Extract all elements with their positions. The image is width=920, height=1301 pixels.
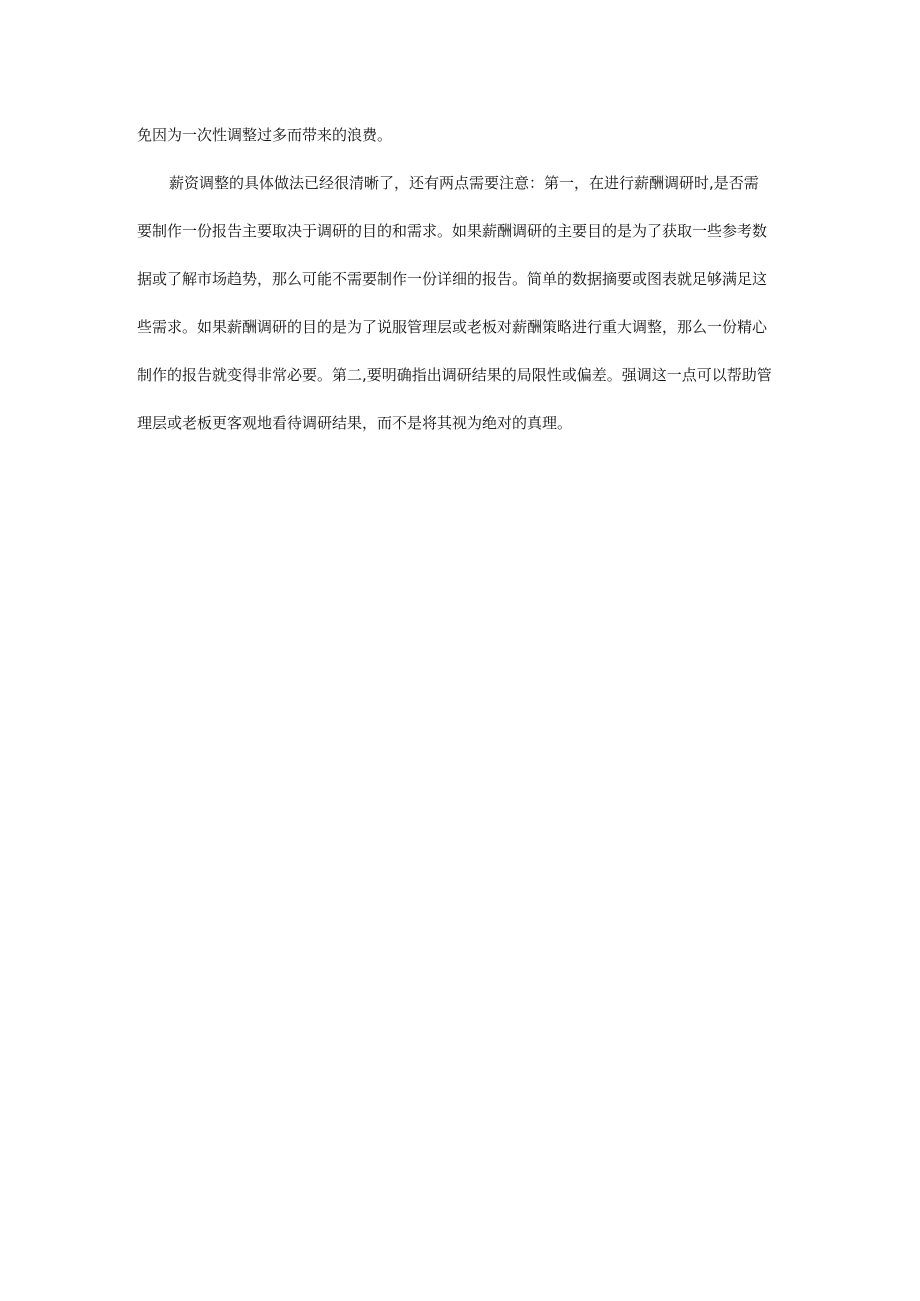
text-line-5: 些需求。如果薪酬调研的目的是为了说服管理层或老板对薪酬策略进行重大调整，那么一份精心 <box>137 318 768 336</box>
text-line-1: 免因为一次性调整过多而带来的浪费。 <box>137 126 393 144</box>
text-line-7: 理层或老板更客观地看待调研结果，而不是将其视为绝对的真理。 <box>137 414 573 432</box>
text-line-6: 制作的报告就变得非常必要。第二,要明确指出调研结果的局限性或偏差。强调这一点可以帮助管 <box>137 366 772 384</box>
text-line-3: 要制作一份报告主要取决于调研的目的和需求。如果薪酬调研的主要目的是为了获取一些参考数 <box>137 222 768 240</box>
body-text <box>137 123 787 459</box>
text-line-4: 据或了解市场趋势，那么可能不需要制作一份详细的报告。简单的数据摘要或图表就足够满足这 <box>137 270 768 288</box>
text-line-2: 薪资调整的具体做法已经很清晰了，还有两点需要注意：第一，在进行薪酬调研时,是否需 <box>169 174 759 192</box>
